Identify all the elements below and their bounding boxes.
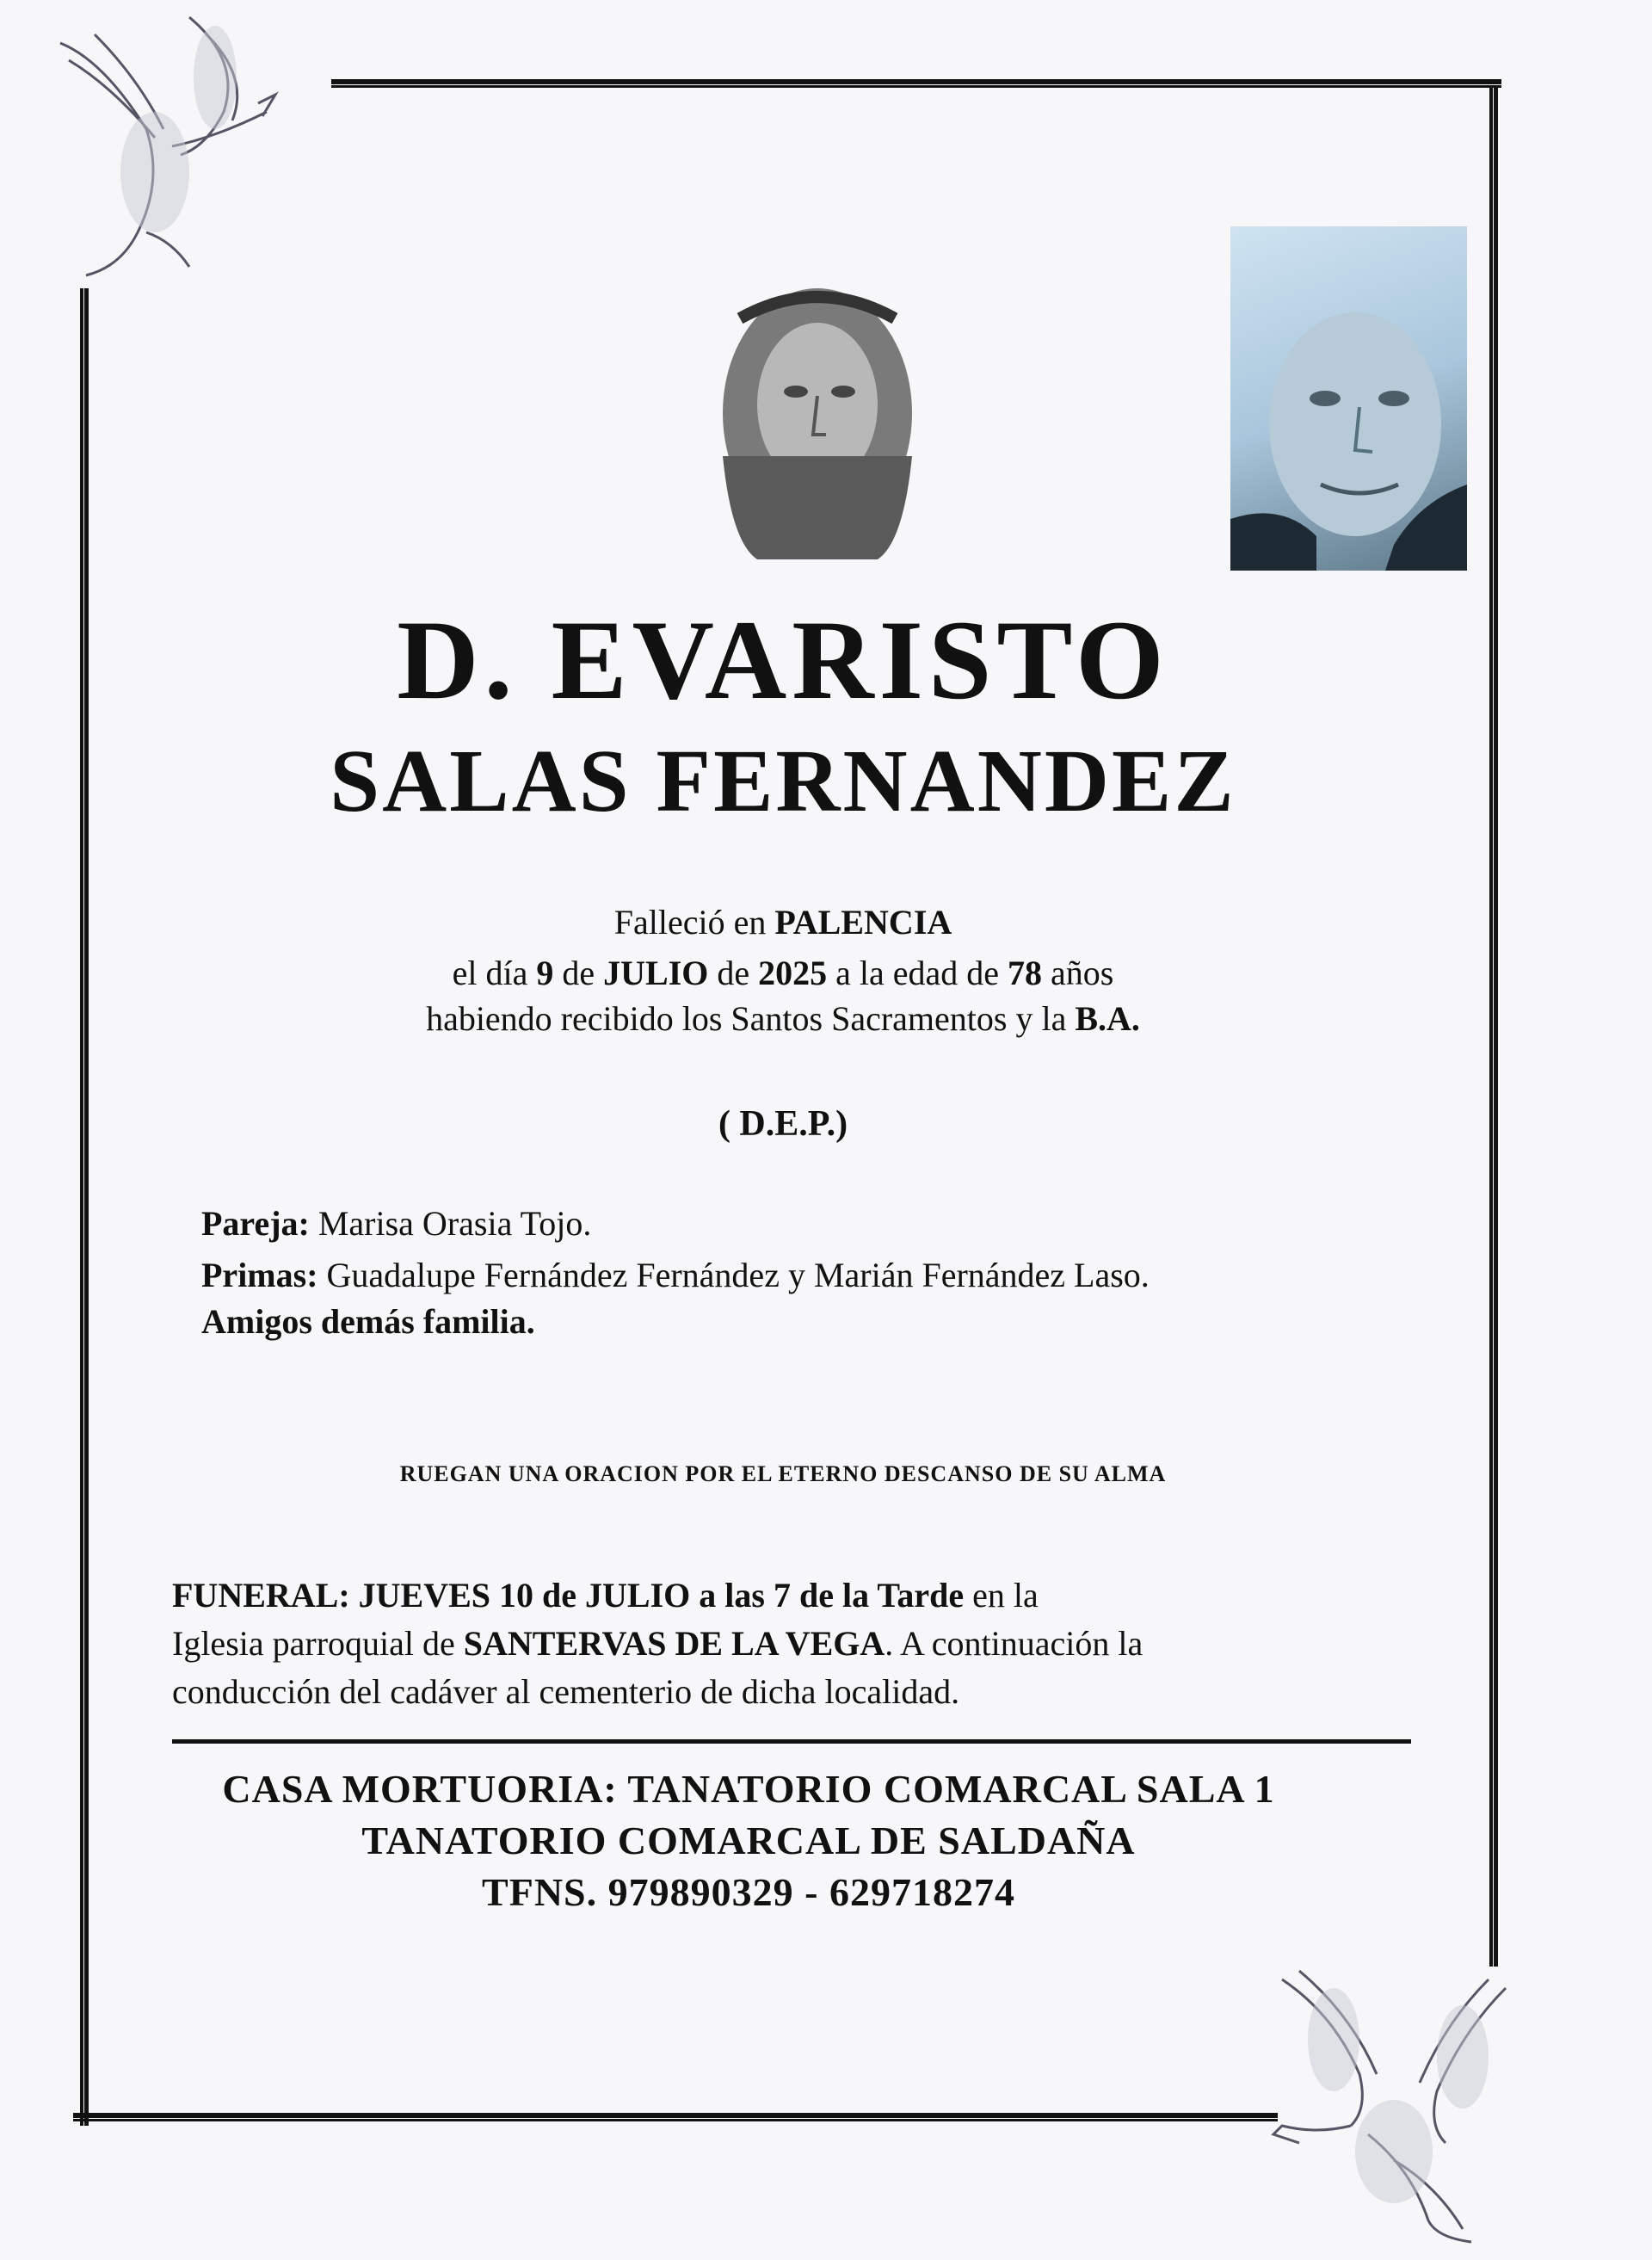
pareja-value: Marisa Orasia Tojo. — [317, 1204, 592, 1243]
deceased-name-first: D. EVARISTO — [397, 596, 1169, 723]
pareja-label: Pareja: — [201, 1204, 310, 1243]
casa-mortuoria: CASA MORTUORIA: TANATORIO COMARCAL SALA 1 — [222, 1767, 1275, 1811]
text-de: de — [562, 954, 595, 992]
funeral-continuation: . A continuación la — [885, 1624, 1143, 1663]
funeral-line1 — [172, 1575, 1039, 1615]
text-edad: a la edad de — [835, 954, 1000, 992]
frame-top — [331, 79, 1501, 88]
death-day: 9 — [536, 954, 554, 992]
funeral-label: FUNERAL: JUEVES 10 de JULIO a las 7 de la Tarde — [172, 1576, 965, 1615]
funeral-line2 — [172, 1623, 1143, 1664]
frame-bottom — [73, 2113, 1278, 2121]
text-anos: años — [1051, 954, 1114, 992]
death-year: 2025 — [758, 954, 828, 992]
family-amigos: Amigos demás familia. — [201, 1302, 535, 1341]
sacraments-line — [0, 998, 1566, 1039]
death-place-line — [0, 902, 1566, 942]
death-date-line — [0, 953, 1566, 993]
funeral-church: SANTERVAS DE LA VEGA — [463, 1624, 885, 1663]
death-place: PALENCIA — [774, 903, 952, 942]
primas-label: Primas: — [201, 1256, 318, 1294]
prayer-request: RUEGAN UNA ORACION POR EL ETERNO DESCANSO DE SU ALMA — [399, 1461, 1167, 1486]
deceased-name-surnames: SALAS FERNANDEZ — [330, 732, 1236, 831]
death-prefix: Falleció en — [613, 903, 767, 942]
dove-icon — [1265, 1962, 1523, 2246]
dep: ( D.E.P.) — [718, 1104, 848, 1144]
funeral-en-la: en la — [972, 1576, 1039, 1615]
phone-numbers: TFNS. 979890329 - 629718274 — [482, 1870, 1015, 1914]
death-month: JULIO — [603, 954, 709, 992]
death-age: 78 — [1008, 954, 1043, 992]
portrait-photo — [1230, 226, 1467, 571]
family-pareja — [201, 1203, 591, 1244]
primas-value: Guadalupe Fernández Fernández y Marián Fernández Laso. — [326, 1256, 1150, 1294]
text-el-dia: el día — [452, 954, 528, 992]
funeral-line3: conducción del cadáver al cementerio de dicha localidad. — [172, 1672, 960, 1711]
section-divider — [172, 1739, 1411, 1744]
family-primas — [201, 1255, 1150, 1295]
ba-text: B.A. — [1075, 999, 1140, 1038]
tanatorio-name: TANATORIO COMARCAL DE SALDAÑA — [361, 1818, 1136, 1862]
dove-icon — [43, 9, 284, 284]
christ-head-icon — [706, 284, 929, 564]
funeral-church-prefix: Iglesia parroquial de — [172, 1624, 455, 1663]
text-de: de — [717, 954, 750, 992]
sacraments-text: habiendo recibido los Santos Sacramentos y la — [426, 999, 1067, 1038]
